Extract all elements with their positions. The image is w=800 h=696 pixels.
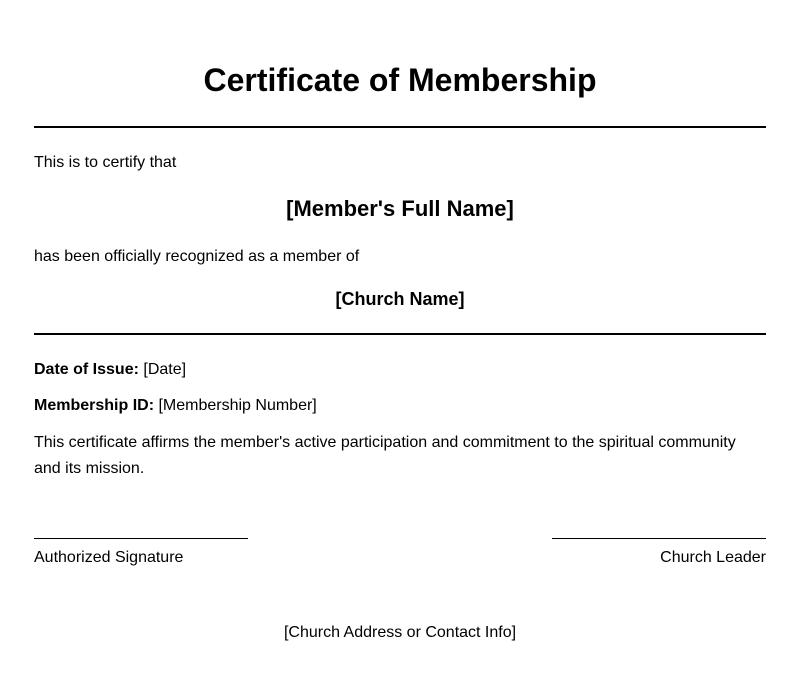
authorized-signature-label: Authorized Signature xyxy=(34,549,184,566)
middle-divider xyxy=(34,333,766,335)
church-leader-signature-line xyxy=(552,538,766,539)
authorized-signature-line xyxy=(34,538,248,539)
affirmation-text: This certificate affirms the member's active participation and commitment to the spiritual community and its mission. xyxy=(34,434,736,477)
intro-text: This is to certify that xyxy=(34,154,177,171)
church-name: [Church Name] xyxy=(335,289,465,309)
date-of-issue-value: [Date] xyxy=(143,361,187,378)
church-leader-label: Church Leader xyxy=(660,549,766,566)
membership-id-label: Membership ID: xyxy=(34,397,155,414)
top-divider xyxy=(34,126,766,128)
certificate-title: Certificate of Membership xyxy=(203,62,597,98)
membership-id-value: [Membership Number] xyxy=(158,397,317,414)
date-of-issue-label: Date of Issue: xyxy=(34,361,139,378)
church-contact-footer: [Church Address or Contact Info] xyxy=(283,624,517,641)
certificate-page xyxy=(34,0,766,696)
date-of-issue-line xyxy=(34,360,186,380)
member-name: [Member's Full Name] xyxy=(286,196,514,221)
recognition-text: has been officially recognized as a member of xyxy=(34,248,360,265)
membership-id-line xyxy=(34,396,317,416)
